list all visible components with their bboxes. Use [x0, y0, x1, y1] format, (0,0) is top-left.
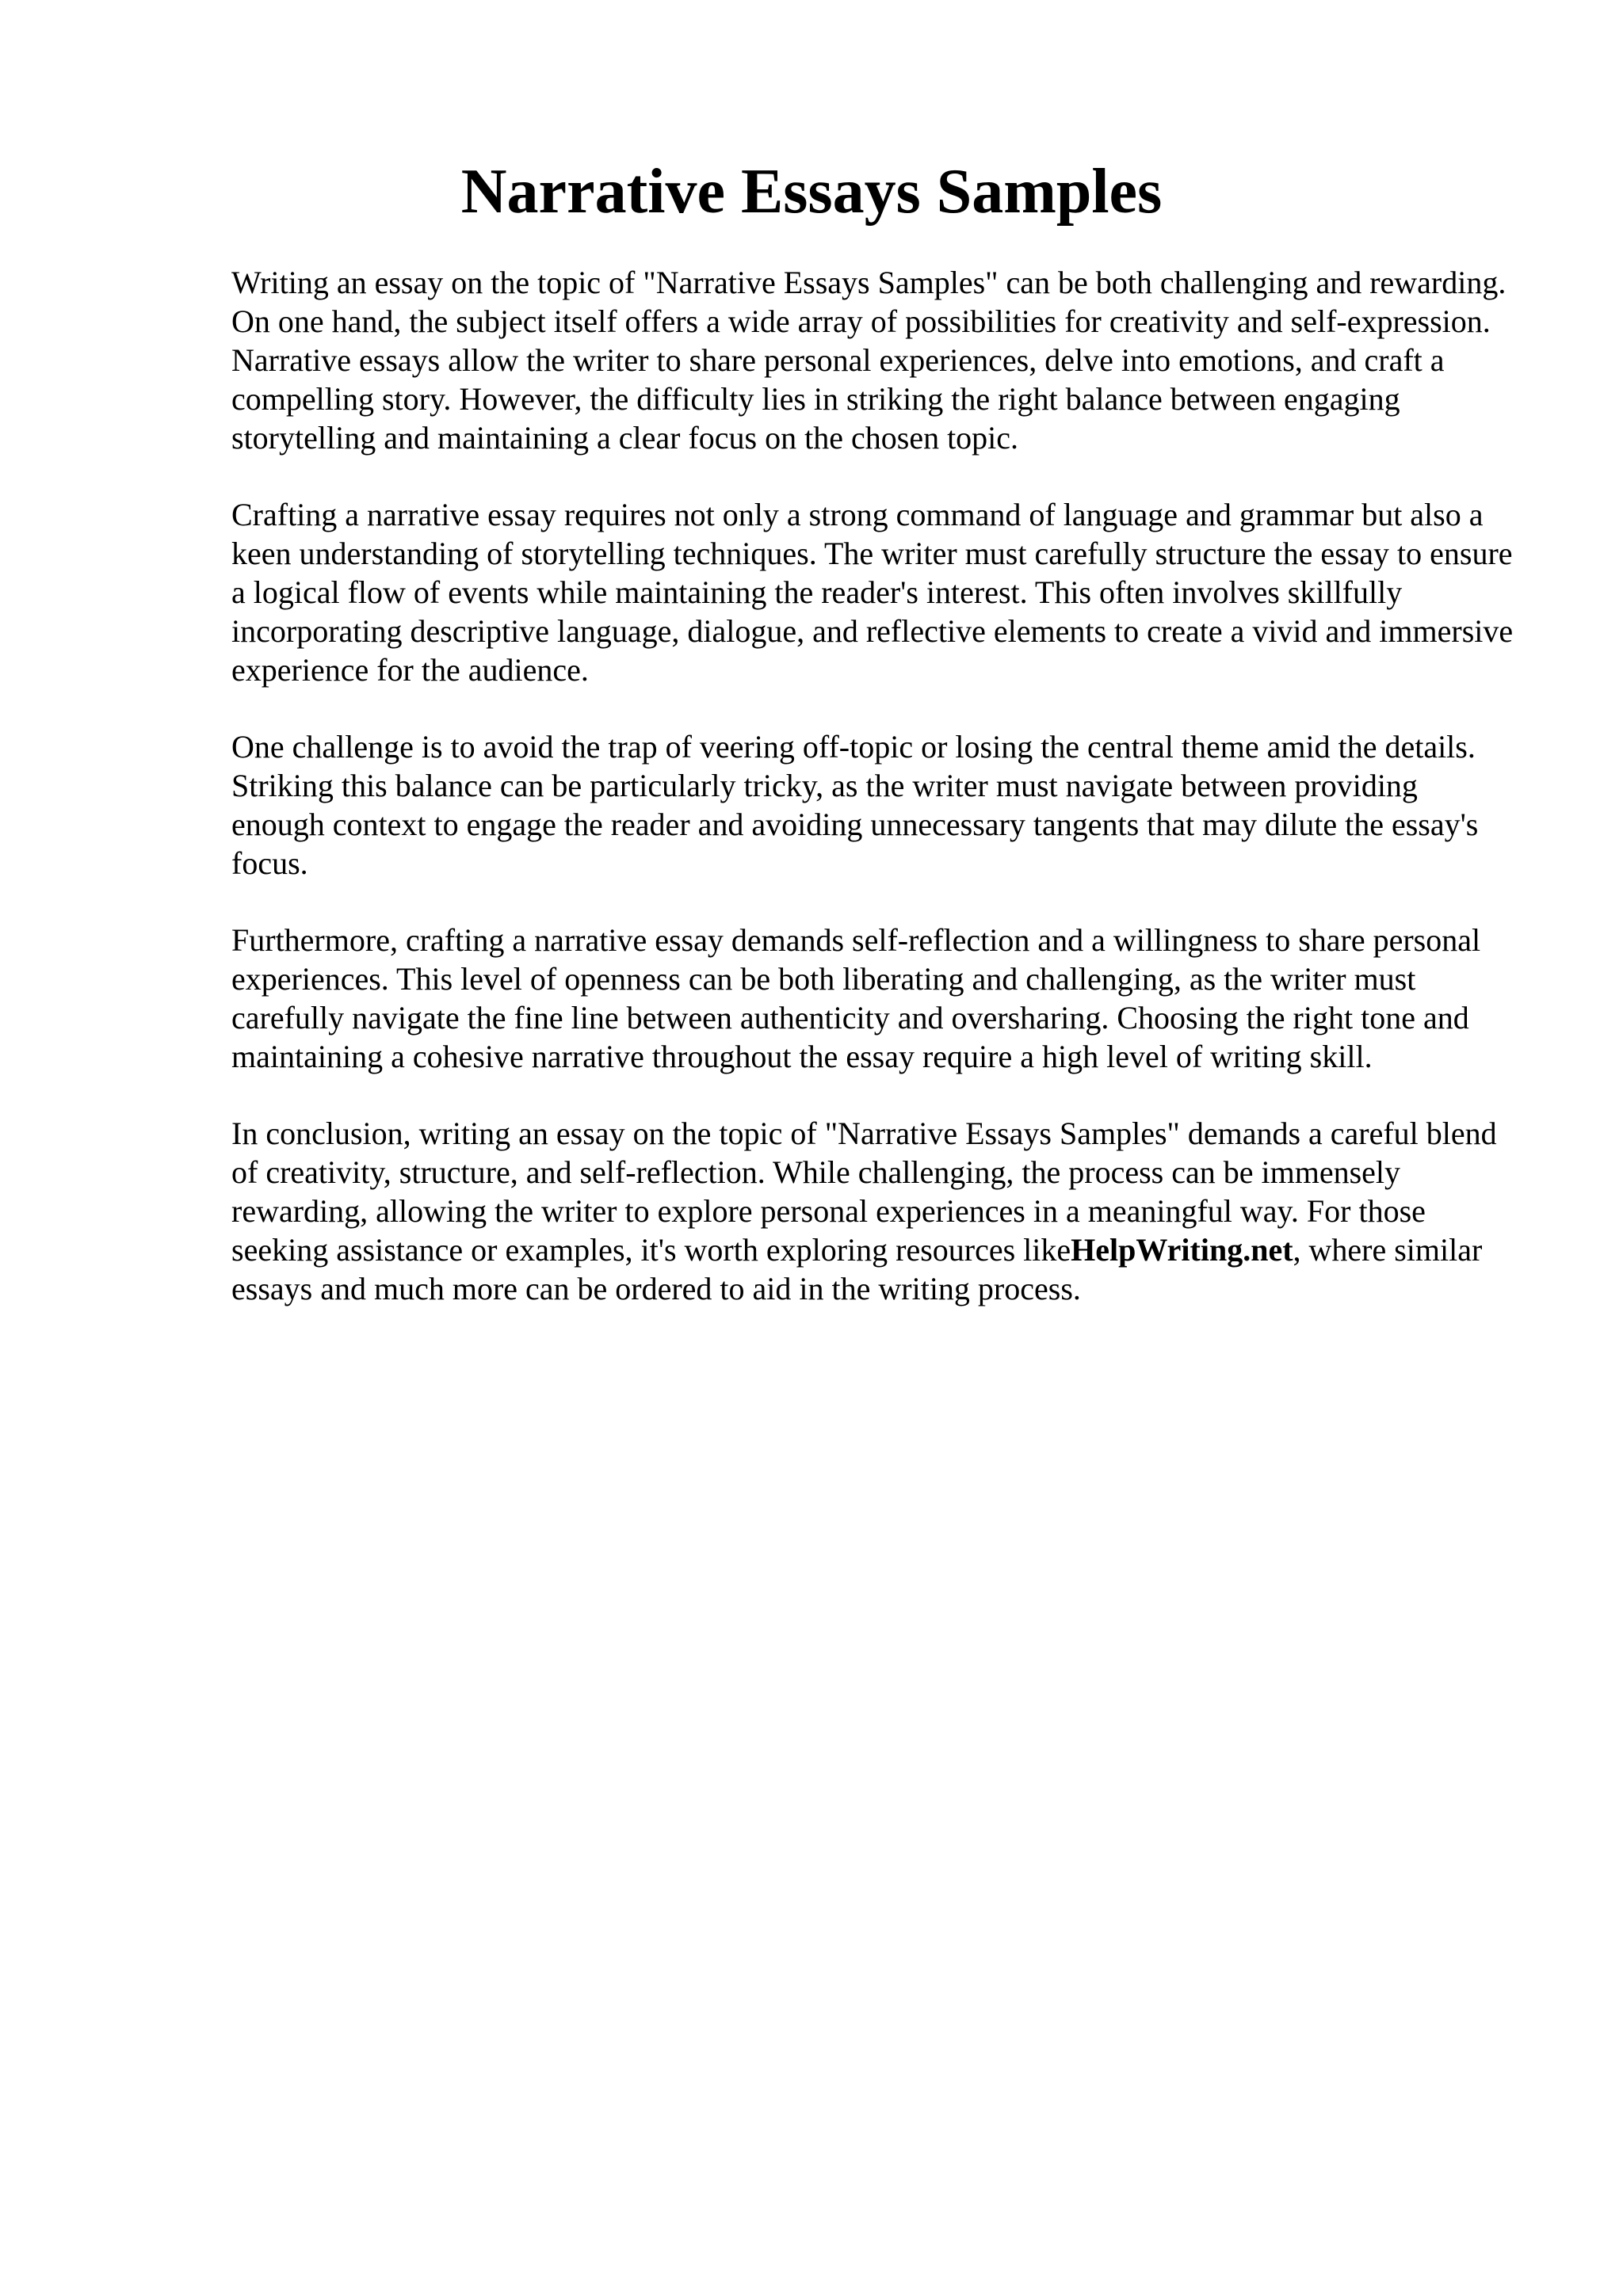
- paragraph-1: Writing an essay on the topic of "Narrative Essays Samples" can be both challenging and rewarding. On one hand, the subject itself offers a wide array of possibilities for creativity and self-expression. Narrative essays allow the writer to share personal experiences, delve into emotions, and craft a compelling story. However, the difficulty lies in striking the right balance between engaging storytelling and maintaining a clear focus on the chosen topic.: [231, 265, 1507, 456]
- paragraph-4: Furthermore, crafting a narrative essay demands self-reflection and a willingness to share personal experiences. This level of openness can be both liberating and challenging, as the writer must carefully navigate the fine line between authenticity and oversharing. Choosing the right tone and maintaining a cohesive narrative throughout the essay require a high level of writing skill.: [231, 922, 1481, 1074]
- conclusion-text-end: , where similar essays and much more can be ordered to aid in the writing process.: [231, 1232, 1483, 1306]
- essay-body: [231, 263, 1515, 1346]
- helpwriting-link[interactable]: HelpWriting.net: [1071, 1232, 1293, 1268]
- paragraph-2: Crafting a narrative essay requires not only a strong command of language and grammar but also a keen understanding of storytelling techniques. The writer must carefully structure the essay to ensure a logical flow of events while maintaining the reader's interest. This often involves skillfully incorporating descriptive language, dialogue, and reflective elements to create a vivid and immersive experience for the audience.: [231, 497, 1514, 688]
- page-title: Narrative Essays Samples: [460, 157, 1163, 227]
- paragraph-conclusion: [231, 1114, 1515, 1308]
- conclusion-text: In conclusion, writing an essay on the topic of "Narrative Essays Samples" demands a careful blend of creativity, structure, and self-reflection. While challenging, the process can be immensely rewarding, allowing the writer to explore personal experiences in a meaningful way. For those seeking assistance or examples, it's worth exploring resources like: [231, 1116, 1497, 1268]
- paragraph-3: One challenge is to avoid the trap of veering off-topic or losing the central theme amid the details. Striking this balance can be particularly tricky, as the writer must navigate between providing enough context to engage the reader and avoiding unnecessary tangents that may dilute the essay's focus.: [231, 729, 1479, 881]
